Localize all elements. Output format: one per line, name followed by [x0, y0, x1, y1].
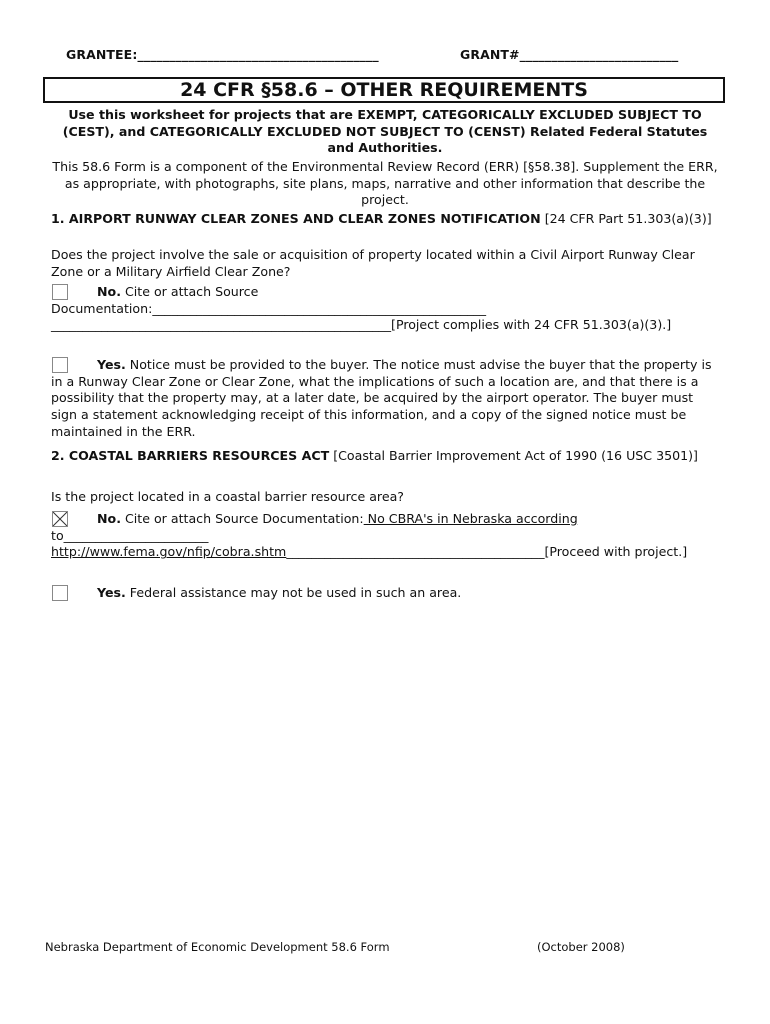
section1-no-text-a: Cite or attach Source: [120, 284, 259, 299]
section2-no-answer2: to_______________________: [51, 527, 209, 543]
section1-no-text-c: ______________________________________________________[Project complies with 24 CFR 51.303(a)(3).]: [51, 317, 672, 333]
section1-no-label: No.: [97, 284, 121, 299]
grant-number-field: [460, 47, 678, 62]
section2-heading: 2. COASTAL BARRIERS RESOURCES ACT: [51, 448, 330, 463]
intro-bold-text: Use this worksheet for projects that are EXEMPT, CATEGORICALLY EXCLUDED SUBJECT TO (CEST), and CATEGORICALLY EXCLUDED NOT SUBJECT TO (CENST) Related Federal Statutes and Authorities.: [62, 107, 708, 155]
grant-blank[interactable]: _________________________: [519, 47, 679, 62]
section2-yes-option: [51, 585, 719, 602]
section2-no-text: Cite or attach Source Documentation:: [120, 511, 364, 526]
section1-no-option: [51, 284, 719, 334]
grantee-blank[interactable]: ______________________________________: [137, 47, 379, 62]
page-title: 24 CFR §58.6 – OTHER REQUIREMENTS: [43, 77, 725, 103]
section2-no-answer[interactable]: No CBRA's in Nebraska according: [363, 511, 578, 526]
section1-heading-block: [51, 211, 719, 228]
section1-question: Does the project involve the sale or acquisition of property located within a Civil Airport Runway Clear Zone or a Military Airfield Clear Zone?: [51, 247, 695, 279]
grant-label: GRANT#: [460, 47, 520, 62]
cobra-link[interactable]: http://www.fema.gov/nfip/cobra.shtm: [51, 544, 287, 560]
intro-text: This 58.6 Form is a component of the Environmental Review Record (ERR) [§58.38]. Supplement the ERR, as appropriate, with photographs, site plans, maps, narrative and other information that describe the project.: [52, 159, 718, 207]
section2-no-tail: ___________[Proceed with project.]: [475, 544, 688, 560]
section2-yes-text: Federal assistance may not be used in such an area.: [125, 585, 462, 600]
section2-yes-label: Yes.: [97, 585, 126, 600]
grantee-field: [66, 47, 379, 62]
section2-no-option: [51, 511, 719, 561]
footer-left: Nebraska Department of Economic Development 58.6 Form: [45, 940, 390, 954]
section2-heading-block: [51, 448, 719, 465]
grantee-label: GRANTEE:: [66, 47, 138, 62]
section1-citation: [24 CFR Part 51.303(a)(3)]: [540, 211, 712, 226]
section1-yes-label: Yes.: [97, 357, 126, 372]
section2-no-blank: ______________________________: [286, 544, 476, 560]
section2-citation: [Coastal Barrier Improvement Act of 1990 (16 USC 3501)]: [329, 448, 698, 463]
section2-question: Is the project located in a coastal barrier resource area?: [51, 489, 404, 504]
section2-no-label: No.: [97, 511, 121, 526]
section1-no-text-b[interactable]: Documentation:_____________________________________________________: [51, 300, 487, 316]
section1-yes-option: [51, 357, 719, 441]
section1-yes-text: Notice must be provided to the buyer. The notice must advise the buyer that the property is in a Runway Clear Zone or Clear Zone, what the implications of such a location are, and that there is a possibility that the property may, at a later date, be acquired by the airport operator. The buyer must sign a statement acknowledging receipt of this information, and a copy of the signed notice must be maintained in the ERR.: [51, 357, 712, 439]
footer-right: (October 2008): [537, 940, 625, 954]
section1-heading: 1. AIRPORT RUNWAY CLEAR ZONES AND CLEAR ZONES NOTIFICATION: [51, 211, 541, 226]
